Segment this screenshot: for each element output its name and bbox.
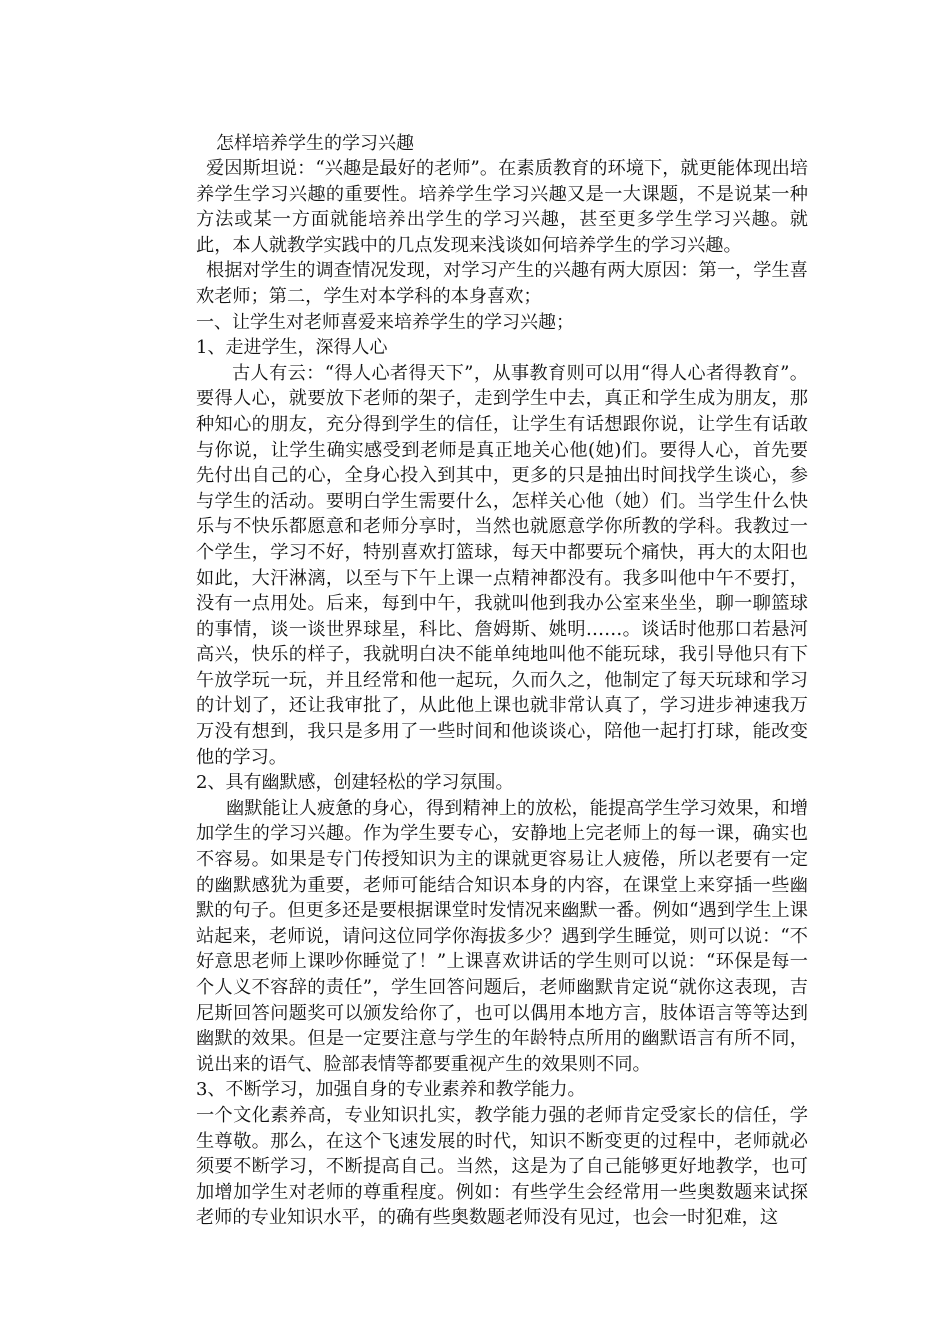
intro-paragraph: 爱因斯坦说：“兴趣是最好的老师”。在素质教育的环境下，就更能体现出培养学生学习兴趣的重要性。培养学生学习兴趣又是一大课题，不是说某一种方法或某一方面就能培养出学生的学习兴趣，甚至更多学生学习兴趣。就此，本人就教学实践中的几点发现来浅谈如何培养学生的学习兴趣。 [196, 158, 808, 256]
section-1-heading: 一、让学生对老师喜爱来培养学生的学习兴趣； [196, 311, 574, 333]
item-2-body: 幽默能让人疲惫的身心，得到精神上的放松，能提高学生学习效果，和增加学生的学习兴趣。作为学生要专心，安静地上完老师上的每一课，确实也不容易。如果是专门传授知识为主的课就更容易让人疲倦，所以老要有一定的幽默感犹为重要，老师可能结合知识本身的内容，在课堂上来穿插一些幽默的句子。但更多还是要根据课堂时发情况来幽默一番。例如“遇到学生上课站起来，老师说，请问这位同学你海拔多少？遇到学生睡觉，则可以说：“不好意思老师上课吵你睡觉了！”上课喜欢讲话的学生则可以说：“环保是每一个人义不容辞的责任”，学生回答问题后，老师幽默肯定说“就你这表现，吉尼斯回答问题奖可以颁发给你了，也可以偶用本地方言，肢体语言等等达到幽默的效果。但是一定要注意与学生的年龄特点所用的幽默语言有所不同，说出来的语气、脸部表情等都要重视产生的效果则不同。 [196, 797, 809, 1075]
item-3-heading: 3、不断学习，加强自身的专业素养和教学能力。 [196, 1079, 586, 1101]
item-2-heading: 2、具有幽默感，创建轻松的学习氛围。 [196, 772, 514, 794]
item-1-body: 古人有云：“得人心者得天下”，从事教育则可以用“得人心者得教育”。要得人心，就要放下老师的架子，走到学生中去，真正和学生成为朋友，那种知心的朋友，充分得到学生的信任，让学生有话想跟你说，让学生有话敢与你说，让学生确实感受到老师是真正地关心他(她)们。要得人心，首先要先付出自己的心，全身心投入到其中，更多的只是抽出时间找学生谈心，参与学生的活动。要明白学生需要什么，怎样关心他（她）们。当学生什么快乐与不快乐都愿意和老师分享时，当然也就愿意学你所教的学科。我教过一个学生，学习不好，特别喜欢打篮球，每天中都要玩个痛快，再大的太阳也如此，大汗淋漓，以至与下午上课一点精神都没有。我多叫他中午不要打，没有一点用处。后来，每到中午，我就叫他到我办公室来坐坐，聊一聊篮球的事情，谈一谈世界球星，科比、詹姆斯、姚明……。谈话时他那口若悬河高兴，快乐的样子，我就明白决不能单纯地叫他不能玩球，我引导他只有下午放学玩一玩，并且经常和他一起玩，久而久之，他制定了每天玩球和学习的计划了，还让我审批了，从此他上课也就非常认真了，学习进步神速我万万没有想到，我只是多用了一些时间和他谈谈心，陪他一起打打球，能改变他的学习。 [196, 362, 808, 768]
document-title: 怎样培养学生的学习兴趣 [216, 133, 414, 154]
item-1-heading: 1、走进学生，深得人心 [196, 337, 388, 359]
item-3-body: 一个文化素养高，专业知识扎实，教学能力强的老师肯定受家长的信任，学生尊敬。那么，在这个飞速发展的时代，知识不断变更的过程中，老师就必须要不断学习，不断提高自己。当然，这是为了自己能够更好地教学，也可加增加学生对老师的尊重程度。例如：有些学生会经常用一些奥数题来试探老师的专业知识水平，的确有些奥数题老师没有见过，也会一时犯难，这 [196, 1104, 808, 1229]
document-page [196, 131, 808, 1231]
reasons-paragraph: 根据对学生的调查情况发现，对学习产生的兴趣有两大原因：第一，学生喜欢老师；第二，学生对本学科的本身喜欢； [196, 260, 808, 307]
